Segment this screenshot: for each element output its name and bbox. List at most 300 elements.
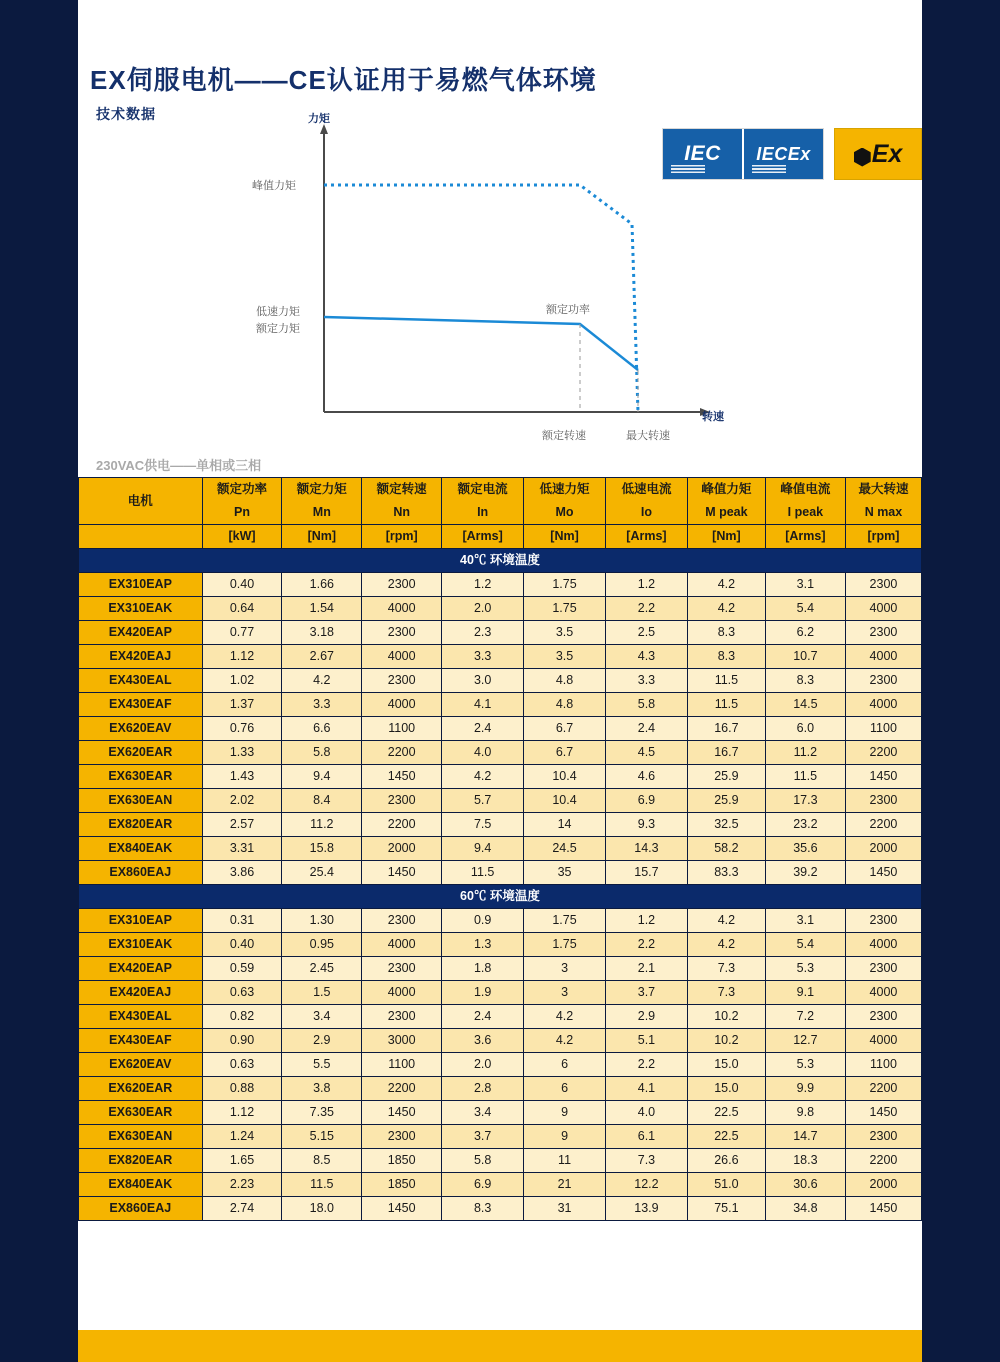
table-cell: 3.7 [605,981,687,1005]
unit-peak-current: [Arms] [765,525,845,549]
table-cell: 0.88 [202,1077,282,1101]
table-cell: 75.1 [687,1197,765,1221]
table-row [79,645,922,669]
table-cell: 0.90 [202,1029,282,1053]
table-cell: 26.6 [687,1149,765,1173]
table-cell: 6.2 [765,621,845,645]
table-cell: 2300 [845,573,921,597]
table-cell: 0.77 [202,621,282,645]
table-cell: 2.2 [605,597,687,621]
table-cell: 0.59 [202,957,282,981]
table-section-title: 40℃ 环境温度 [79,549,922,573]
table-cell: 2300 [845,909,921,933]
table-cell: 2.2 [605,933,687,957]
table-cell: 1450 [845,1101,921,1125]
table-cell-motor: EX310EAP [79,909,203,933]
table-cell: 11.5 [442,861,524,885]
table-section-row [79,549,922,573]
unit-rated-current: [Arms] [442,525,524,549]
table-cell-motor: EX620EAR [79,1077,203,1101]
table-row [79,1053,922,1077]
table-row [79,669,922,693]
table-cell: 11.2 [765,741,845,765]
iec-logo-left-text: IEC [684,142,721,165]
table-row [79,861,922,885]
table-row [79,981,922,1005]
table-cell: 1.8 [442,957,524,981]
table-cell: 5.7 [442,789,524,813]
table-cell: 11.5 [282,1173,362,1197]
unit-rated-speed: [rpm] [362,525,442,549]
table-units-row [79,525,922,549]
table-cell: 8.5 [282,1149,362,1173]
table-cell: 25.4 [282,861,362,885]
col-header-low-speed-current: 低速电流 Io [605,478,687,525]
table-cell: 7.3 [687,957,765,981]
table-body [79,549,922,1221]
table-cell: 18.0 [282,1197,362,1221]
table-row [79,1149,922,1173]
table-cell: 4.2 [687,909,765,933]
table-cell: 16.7 [687,741,765,765]
col-header-rated-torque: 额定力矩 Mn [282,478,362,525]
table-cell: 6 [524,1053,606,1077]
table-cell: 5.4 [765,597,845,621]
table-row [79,741,922,765]
table-cell: 6.1 [605,1125,687,1149]
table-cell: 14.5 [765,693,845,717]
table-cell: 1.12 [202,645,282,669]
table-cell: 10.4 [524,789,606,813]
chart-y-axis-label: 力矩 [308,113,330,125]
table-cell: 1.54 [282,597,362,621]
table-cell: 16.7 [687,717,765,741]
table-cell: 2000 [845,837,921,861]
table-cell: 11 [524,1149,606,1173]
table-cell: 8.4 [282,789,362,813]
table-cell-motor: EX310EAK [79,597,203,621]
table-cell: 4000 [362,981,442,1005]
table-cell: 18.3 [765,1149,845,1173]
table-cell: 9 [524,1125,606,1149]
table-cell: 4000 [845,933,921,957]
table-cell-motor: EX420EAP [79,957,203,981]
table-cell: 2.0 [442,597,524,621]
table-cell-motor: EX310EAK [79,933,203,957]
table-cell: 11.2 [282,813,362,837]
table-cell: 9.3 [605,813,687,837]
table-row [79,1173,922,1197]
table-cell: 1.65 [202,1149,282,1173]
table-cell: 6.7 [524,741,606,765]
table-cell: 14 [524,813,606,837]
table-cell: 14.7 [765,1125,845,1149]
col-header-rated-speed: 额定转速 Nn [362,478,442,525]
table-cell: 2200 [362,1077,442,1101]
table-cell: 2200 [362,741,442,765]
unit-rated-torque: [Nm] [282,525,362,549]
table-cell: 2300 [362,621,442,645]
table-cell: 2.1 [605,957,687,981]
col-header-low-speed-torque: 低速力矩 Mo [524,478,606,525]
table-cell: 1.02 [202,669,282,693]
table-row [79,933,922,957]
table-cell: 1.75 [524,933,606,957]
col-header-rated-current: 额定电流 In [442,478,524,525]
unit-peak-torque: [Nm] [687,525,765,549]
table-cell: 1.75 [524,573,606,597]
table-cell: 2.23 [202,1173,282,1197]
table-cell: 1450 [845,1197,921,1221]
table-head [79,478,922,549]
table-cell: 6.9 [442,1173,524,1197]
table-cell: 6.6 [282,717,362,741]
unit-rated-power: [kW] [202,525,282,549]
table-cell: 1.2 [605,909,687,933]
table-row [79,1005,922,1029]
table-row [79,693,922,717]
table-cell: 6.0 [765,717,845,741]
table-cell: 1100 [362,1053,442,1077]
col-header-rated-power: 额定功率 Pn [202,478,282,525]
table-cell-motor: EX630EAN [79,789,203,813]
table-cell: 7.3 [605,1149,687,1173]
table-cell: 1.75 [524,909,606,933]
table-cell: 2300 [845,621,921,645]
table-cell: 0.63 [202,1053,282,1077]
table-cell: 4.2 [282,669,362,693]
table-cell: 9.9 [765,1077,845,1101]
table-cell: 3.4 [282,1005,362,1029]
table-cell: 7.3 [687,981,765,1005]
table-cell: 4.2 [524,1005,606,1029]
table-cell: 4.3 [605,645,687,669]
table-cell: 3.6 [442,1029,524,1053]
table-cell: 1.2 [605,573,687,597]
table-cell: 5.1 [605,1029,687,1053]
table-cell: 11.5 [765,765,845,789]
table-cell-motor: EX630EAR [79,765,203,789]
table-cell: 4000 [362,933,442,957]
table-cell: 10.2 [687,1005,765,1029]
table-cell: 15.7 [605,861,687,885]
table-cell: 2200 [845,1149,921,1173]
table-cell: 1.75 [524,597,606,621]
table-cell: 4.5 [605,741,687,765]
table-row [79,837,922,861]
unit-motor [79,525,203,549]
table-cell: 2300 [845,1125,921,1149]
table-row [79,621,922,645]
table-cell: 3.31 [202,837,282,861]
table-cell: 6.7 [524,717,606,741]
table-cell: 9.4 [442,837,524,861]
table-row [79,813,922,837]
table-cell: 2.02 [202,789,282,813]
table-cell: 4.1 [605,1077,687,1101]
col-header-peak-current: 峰值电流 I peak [765,478,845,525]
table-cell: 30.6 [765,1173,845,1197]
table-cell: 1100 [845,1053,921,1077]
table-row [79,573,922,597]
table-cell: 3.18 [282,621,362,645]
table-cell: 1450 [362,765,442,789]
table-row [79,1197,922,1221]
table-cell: 7.5 [442,813,524,837]
table-cell-motor: EX620EAV [79,717,203,741]
table-row [79,957,922,981]
table-cell: 7.2 [765,1005,845,1029]
table-cell: 1450 [362,861,442,885]
table-cell: 3.5 [524,645,606,669]
table-cell: 15.0 [687,1077,765,1101]
table-cell: 1450 [845,765,921,789]
table-cell: 5.8 [282,741,362,765]
table-cell: 1.9 [442,981,524,1005]
table-cell: 22.5 [687,1125,765,1149]
table-cell: 11.5 [687,669,765,693]
chart-low-speed-torque-label: 低速力矩 [256,306,300,318]
table-row [79,1029,922,1053]
table-cell: 4000 [845,981,921,1005]
table-cell: 2300 [362,789,442,813]
unit-max-speed: [rpm] [845,525,921,549]
table-cell-motor: EX620EAV [79,1053,203,1077]
table-cell-motor: EX430EAF [79,693,203,717]
table-cell: 5.8 [605,693,687,717]
table-cell: 2200 [845,741,921,765]
table-cell: 5.5 [282,1053,362,1077]
table-cell: 2.57 [202,813,282,837]
table-cell-motor: EX430EAL [79,669,203,693]
table-cell: 4000 [362,693,442,717]
table-cell-motor: EX430EAF [79,1029,203,1053]
table-cell: 5.3 [765,957,845,981]
table-cell: 2.67 [282,645,362,669]
table-cell: 51.0 [687,1173,765,1197]
table-cell: 1.12 [202,1101,282,1125]
table-cell: 1450 [362,1101,442,1125]
table-cell: 10.4 [524,765,606,789]
table-cell-motor: EX420EAJ [79,645,203,669]
table-cell: 1.5 [282,981,362,1005]
table-row [79,1101,922,1125]
table-cell: 2300 [362,669,442,693]
table-cell-motor: EX620EAR [79,741,203,765]
table-cell: 24.5 [524,837,606,861]
page-subtitle: 技术数据 [96,106,156,122]
chart-peak-torque-label: 峰值力矩 [252,180,296,192]
unit-low-speed-torque: [Nm] [524,525,606,549]
col-header-max-speed: 最大转速 N max [845,478,921,525]
table-cell-motor: EX420EAJ [79,981,203,1005]
chart-x-axis-label: 转速 [702,411,724,423]
table-cell: 3 [524,957,606,981]
table-cell: 4000 [845,597,921,621]
table-cell: 9.4 [282,765,362,789]
table-cell: 3000 [362,1029,442,1053]
table-cell: 3.5 [524,621,606,645]
table-cell: 4000 [845,693,921,717]
table-cell: 3.3 [282,693,362,717]
atex-logo-text: Ex [871,139,903,168]
table-cell: 0.82 [202,1005,282,1029]
table-cell: 4.2 [524,1029,606,1053]
col-header-peak-torque: 峰值力矩 M peak [687,478,765,525]
chart-rated-speed-label: 额定转速 [542,430,586,442]
table-cell-motor: EX820EAR [79,813,203,837]
table-cell: 2.2 [605,1053,687,1077]
table-cell-motor: EX420EAP [79,621,203,645]
table-cell: 4000 [845,645,921,669]
table-cell: 2300 [845,789,921,813]
table-cell: 0.64 [202,597,282,621]
table-header-row [79,478,922,525]
table-cell: 0.63 [202,981,282,1005]
table-cell: 2.74 [202,1197,282,1221]
table-cell: 2200 [845,813,921,837]
table-cell: 2300 [845,669,921,693]
table-cell: 8.3 [442,1197,524,1221]
table-cell: 8.3 [765,669,845,693]
table-cell: 2300 [362,1005,442,1029]
table-row [79,789,922,813]
table-cell: 12.7 [765,1029,845,1053]
table-cell: 3.86 [202,861,282,885]
table-cell-motor: EX630EAN [79,1125,203,1149]
table-cell-motor: EX630EAR [79,1101,203,1125]
table-cell: 4.2 [687,573,765,597]
table-cell: 1.24 [202,1125,282,1149]
table-cell: 10.7 [765,645,845,669]
table-cell: 2.4 [442,717,524,741]
table-cell: 2.4 [442,1005,524,1029]
table-section-row [79,885,922,909]
table-cell: 2.3 [442,621,524,645]
table-cell: 9.8 [765,1101,845,1125]
table-cell: 1.33 [202,741,282,765]
table-cell: 13.9 [605,1197,687,1221]
table-cell: 1450 [845,861,921,885]
table-cell: 5.4 [765,933,845,957]
table-cell: 0.76 [202,717,282,741]
table-cell: 6 [524,1077,606,1101]
table-cell: 1100 [845,717,921,741]
table-cell: 1.37 [202,693,282,717]
table-cell: 4.2 [687,933,765,957]
table-cell-motor: EX860EAJ [79,861,203,885]
table-cell: 0.9 [442,909,524,933]
table-cell: 83.3 [687,861,765,885]
table-cell: 2.8 [442,1077,524,1101]
table-cell: 3.4 [442,1101,524,1125]
table-cell: 6.9 [605,789,687,813]
table-cell: 0.40 [202,573,282,597]
table-cell: 2300 [845,1005,921,1029]
table-cell: 32.5 [687,813,765,837]
table-cell: 1100 [362,717,442,741]
chart-max-speed-label: 最大转速 [626,430,670,442]
table-cell: 3.7 [442,1125,524,1149]
table-cell: 2.9 [605,1005,687,1029]
table-cell: 10.2 [687,1029,765,1053]
table-cell: 1.30 [282,909,362,933]
table-cell: 4.2 [687,597,765,621]
table-cell: 3.1 [765,909,845,933]
table-cell: 3.3 [442,645,524,669]
specification-table [78,477,922,1221]
table-cell: 3.1 [765,573,845,597]
table-cell: 4.8 [524,669,606,693]
table-cell: 15.8 [282,837,362,861]
table-caption: 230VAC供电——单相或三相 [96,458,262,473]
table-cell: 22.5 [687,1101,765,1125]
table-cell: 2.45 [282,957,362,981]
table-section-title: 60℃ 环境温度 [79,885,922,909]
table-cell: 25.9 [687,765,765,789]
table-cell: 3.0 [442,669,524,693]
table-cell: 58.2 [687,837,765,861]
table-cell: 12.2 [605,1173,687,1197]
table-cell: 21 [524,1173,606,1197]
table-cell: 2200 [362,813,442,837]
table-cell: 2300 [362,1125,442,1149]
table-cell: 35 [524,861,606,885]
table-cell-motor: EX310EAP [79,573,203,597]
table-cell: 4.1 [442,693,524,717]
table-cell-motor: EX860EAJ [79,1197,203,1221]
table-cell: 5.15 [282,1125,362,1149]
table-cell: 5.3 [765,1053,845,1077]
table-row [79,717,922,741]
table-cell: 2.9 [282,1029,362,1053]
table-cell: 4.8 [524,693,606,717]
table-cell: 1.3 [442,933,524,957]
chart-rated-torque-label: 额定力矩 [256,323,300,335]
table-cell: 7.35 [282,1101,362,1125]
table-cell: 1.43 [202,765,282,789]
table-cell: 5.8 [442,1149,524,1173]
table-cell: 4000 [845,1029,921,1053]
table-cell: 4000 [362,645,442,669]
iec-logo-right-text: IECEx [756,143,811,164]
table-cell: 9 [524,1101,606,1125]
table-cell: 39.2 [765,861,845,885]
table-cell: 9.1 [765,981,845,1005]
table-cell: 14.3 [605,837,687,861]
table-cell: 0.40 [202,933,282,957]
torque-speed-chart-svg [240,112,760,442]
table-cell: 23.2 [765,813,845,837]
table-cell: 15.0 [687,1053,765,1077]
table-cell: 11.5 [687,693,765,717]
page-title: EX伺服电机——CE认证用于易燃气体环境 [90,65,597,95]
table-cell: 2300 [362,909,442,933]
table-cell: 2300 [362,957,442,981]
table-row [79,765,922,789]
table-cell: 1850 [362,1149,442,1173]
table-cell: 34.8 [765,1197,845,1221]
table-cell: 2000 [845,1173,921,1197]
table-cell: 1850 [362,1173,442,1197]
table-cell: 35.6 [765,837,845,861]
table-cell: 4.6 [605,765,687,789]
table-cell: 0.31 [202,909,282,933]
table-cell: 1.2 [442,573,524,597]
atex-hex-icon [854,148,871,167]
table-cell: 4.0 [605,1101,687,1125]
unit-low-speed-current: [Arms] [605,525,687,549]
